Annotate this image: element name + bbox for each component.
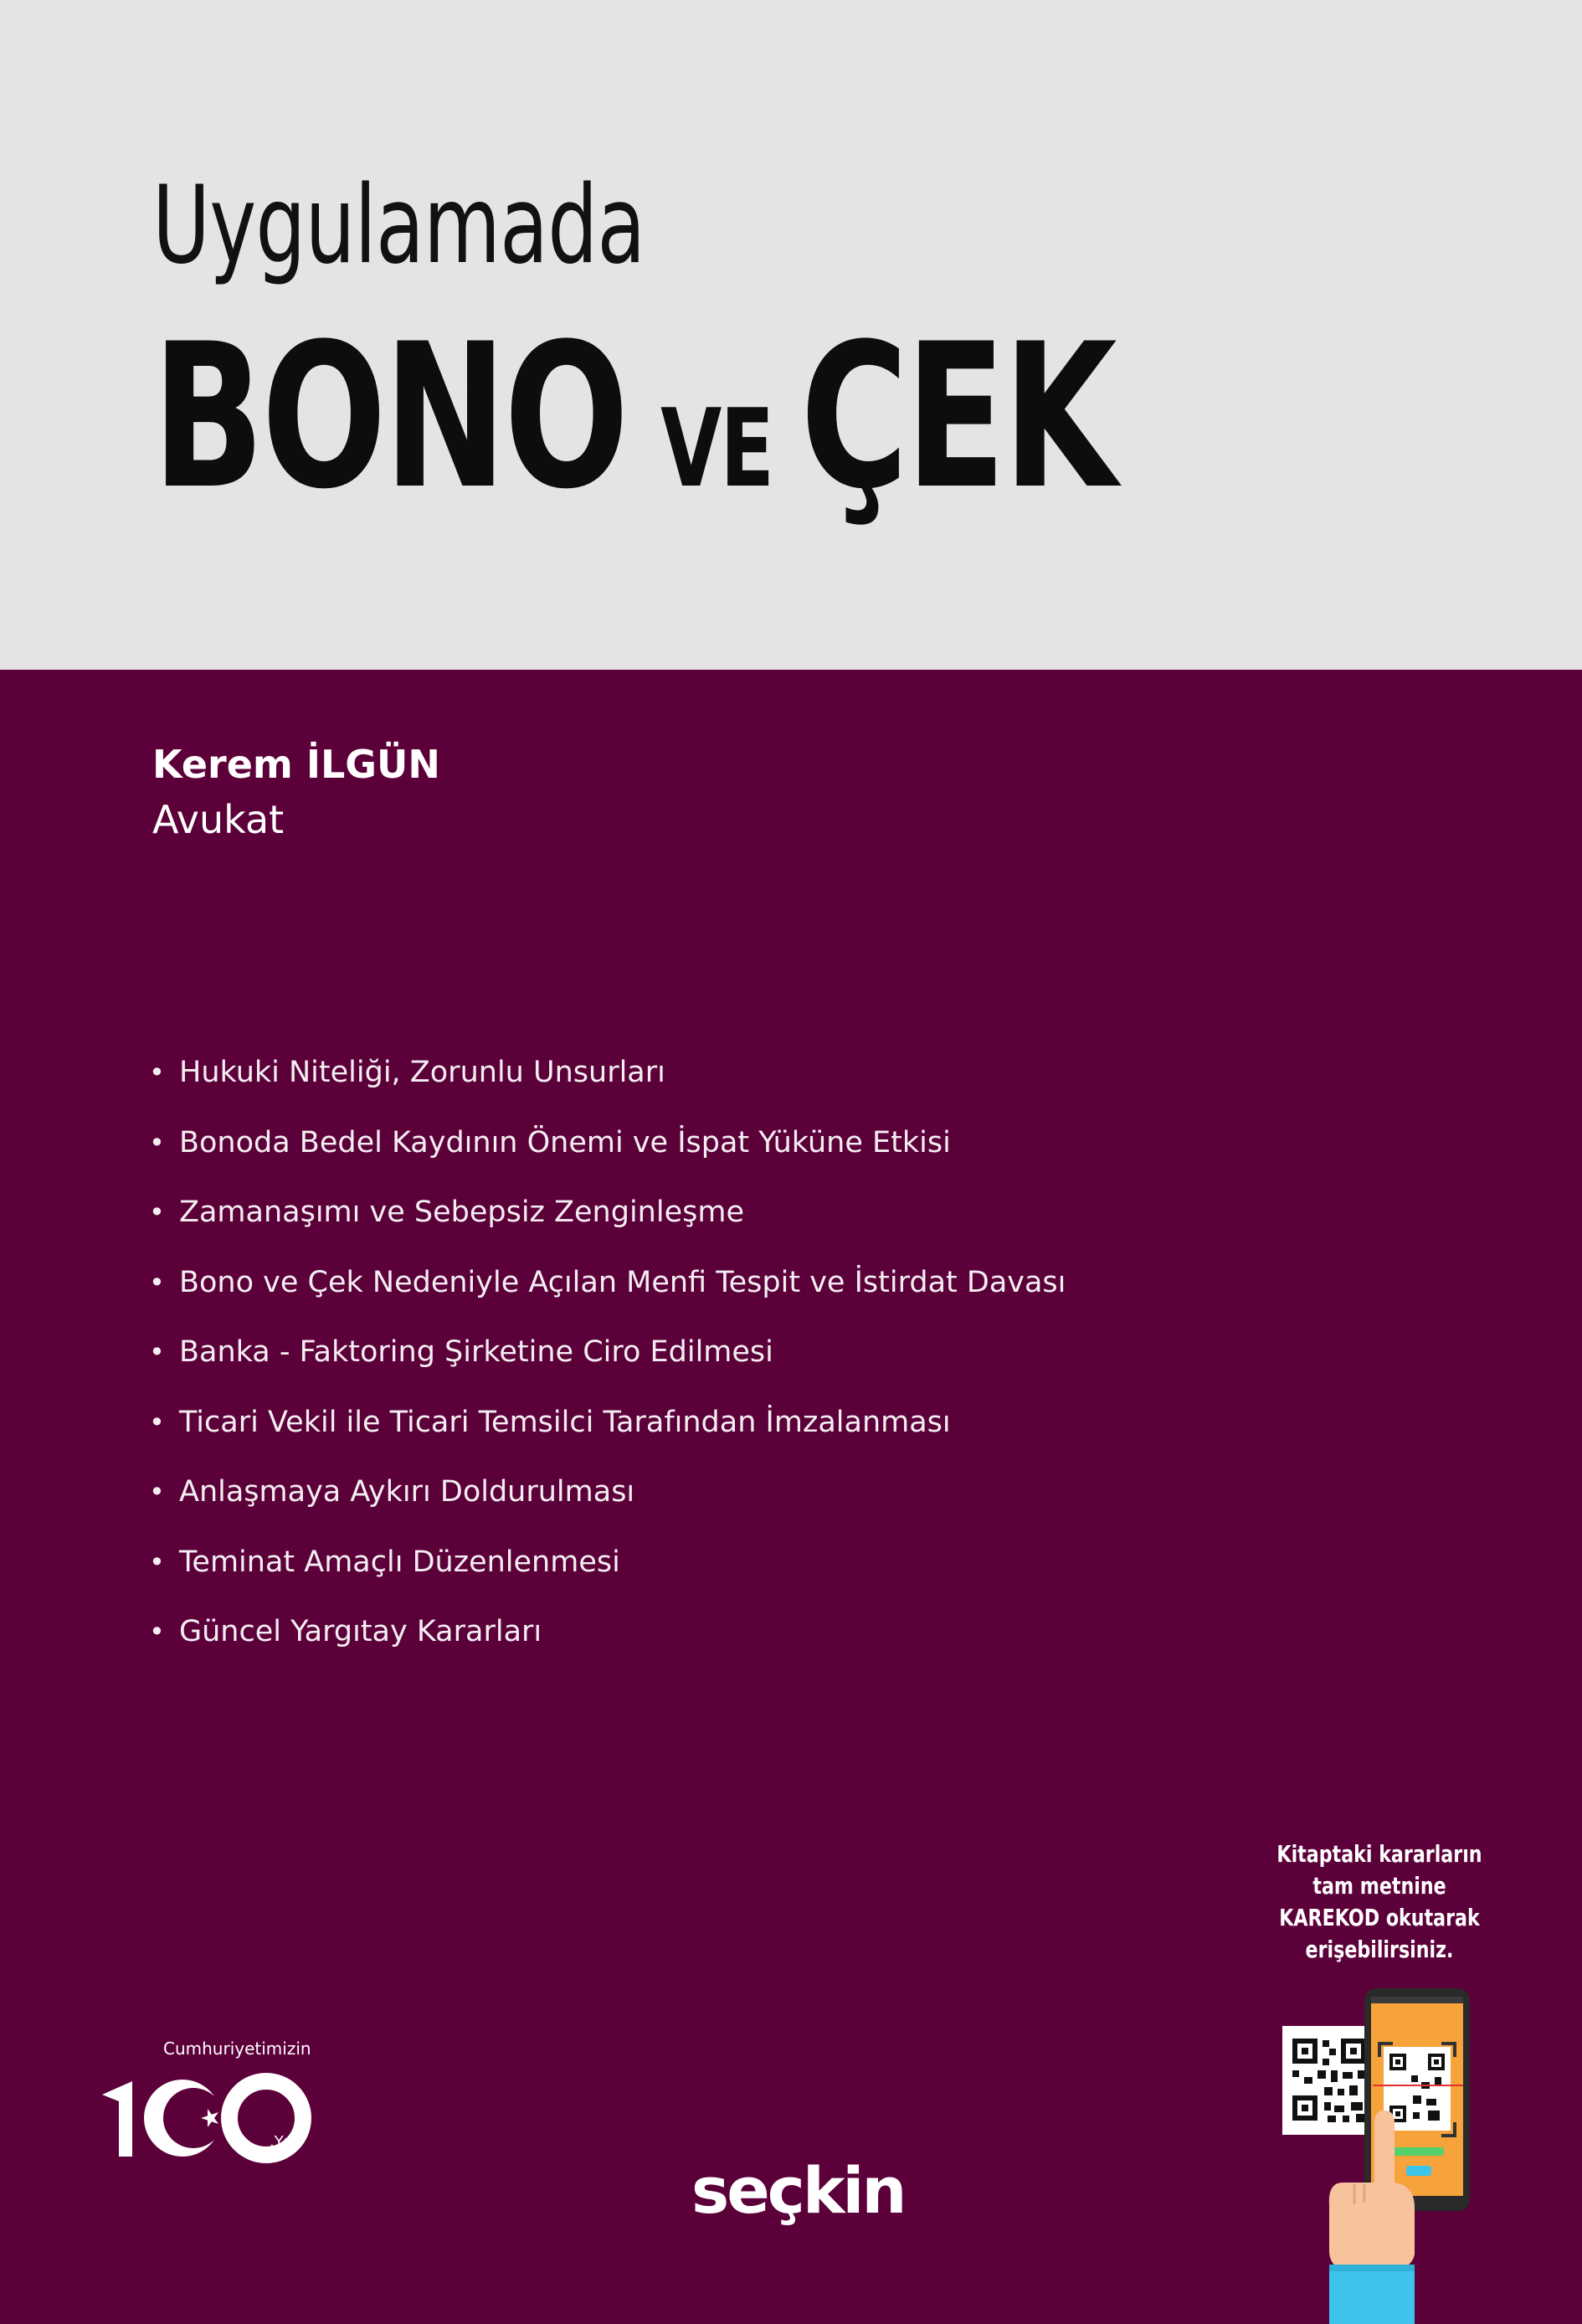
list-item bbox=[149, 1403, 1066, 1473]
bullet: • bbox=[149, 1476, 165, 1508]
feature-list bbox=[149, 1053, 1066, 1683]
author-name: Kerem İLGÜN bbox=[152, 742, 440, 787]
centennial-digit-one bbox=[102, 2081, 132, 2157]
list-item bbox=[149, 1473, 1066, 1543]
bullet: • bbox=[149, 1057, 165, 1088]
qr-note bbox=[1269, 1838, 1490, 1966]
list-item bbox=[149, 1263, 1066, 1334]
feature-text: Zamanaşımı ve Sebepsiz Zenginleşme bbox=[179, 1195, 744, 1229]
list-item bbox=[149, 1333, 1066, 1403]
feature-text: Hukuki Niteliği, Zorunlu Unsurları bbox=[179, 1056, 665, 1089]
feature-text: Banka - Faktoring Şirketine Ciro Edilmesi bbox=[179, 1335, 773, 1369]
feature-text: Bonoda Bedel Kaydının Önemi ve İspat Yüküne Etkisi bbox=[179, 1125, 951, 1159]
list-item bbox=[149, 1053, 1066, 1123]
list-item bbox=[149, 1612, 1066, 1683]
bullet: • bbox=[149, 1406, 165, 1438]
qr-note-line: tam metnine bbox=[1312, 1872, 1446, 1900]
list-item bbox=[149, 1193, 1066, 1263]
qr-note-line: KAREKOD okutarak bbox=[1279, 1904, 1480, 1931]
book-title bbox=[152, 301, 1115, 533]
title-connector: VE bbox=[660, 387, 773, 512]
turkish-crescent-star-icon bbox=[144, 2080, 223, 2157]
qr-scan-illustration bbox=[1281, 1988, 1482, 2324]
book-subtitle: Uygulamada bbox=[152, 163, 645, 288]
bullet: • bbox=[149, 1616, 165, 1648]
centennial-year-text: .Yılı bbox=[270, 2133, 296, 2151]
qr-note-line: Kitaptaki kararların bbox=[1276, 1840, 1482, 1868]
qr-code-icon bbox=[1282, 2026, 1374, 2135]
qr-note-line: erişebilirsiniz. bbox=[1305, 1936, 1454, 1963]
feature-text: Bono ve Çek Nedeniyle Açılan Menfi Tespit ve İstirdat Davası bbox=[179, 1265, 1066, 1299]
bullet: • bbox=[149, 1266, 165, 1298]
centennial-top-text: Cumhuriyetimizin bbox=[163, 2039, 311, 2059]
bullet: • bbox=[149, 1196, 165, 1228]
list-item bbox=[149, 1123, 1066, 1194]
author-role: Avukat bbox=[152, 797, 285, 842]
publisher-logo: seçkin bbox=[691, 2153, 905, 2228]
list-item bbox=[149, 1543, 1066, 1613]
bullet: • bbox=[149, 1336, 165, 1368]
feature-text: Ticari Vekil ile Ticari Temsilci Tarafından İmzalanması bbox=[179, 1405, 951, 1439]
bullet: • bbox=[149, 1126, 165, 1159]
feature-text: Teminat Amaçlı Düzenlenmesi bbox=[179, 1545, 620, 1579]
feature-text: Anlaşmaya Aykırı Doldurulması bbox=[179, 1475, 635, 1509]
feature-text: Güncel Yargıtay Kararları bbox=[179, 1615, 542, 1648]
title-part-cek: ÇEK bbox=[800, 301, 1115, 533]
title-part-bono: BONO bbox=[152, 301, 627, 533]
bullet: • bbox=[149, 1545, 165, 1578]
